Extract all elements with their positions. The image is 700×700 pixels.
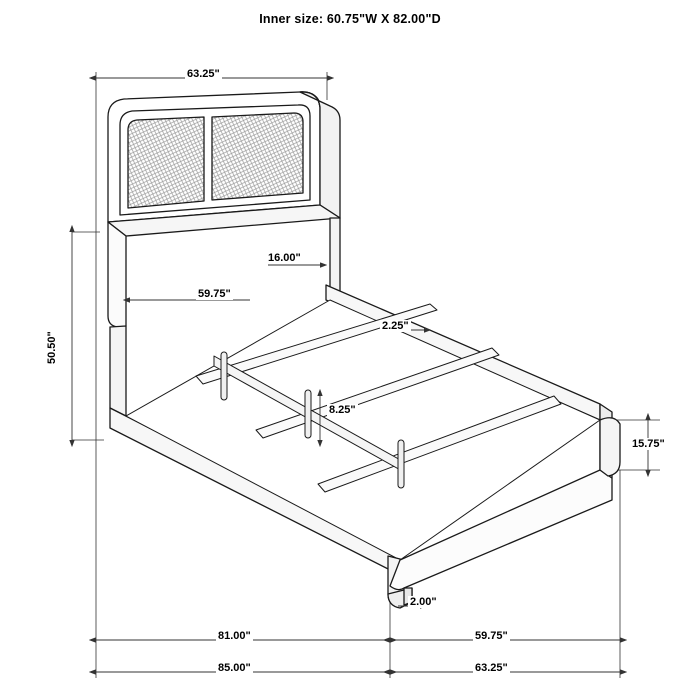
dim-label-headboard-panel-height: 16.00": [268, 252, 301, 264]
dim-label-footboard-height: 15.75": [632, 438, 665, 450]
bed-frame-geometry: [108, 92, 620, 608]
dim-label-overall-height: 50.50": [46, 331, 58, 364]
dim-label-headboard-panel-width: 59.75": [198, 288, 231, 300]
dim-label-footboard-thickness: 2.00": [410, 596, 437, 608]
dim-label-overall-width: 63.25": [475, 662, 508, 674]
dim-label-side-rail-length: 81.00": [218, 630, 251, 642]
dim-label-support-leg-height: 8.25": [329, 404, 356, 416]
dim-label-headboard-width: 63.25": [187, 68, 220, 80]
page-title: Inner size: 60.75"W X 82.00"D: [259, 12, 441, 26]
dim-label-footboard-width: 59.75": [475, 630, 508, 642]
dim-label-slat-thickness: 2.25": [382, 320, 409, 332]
dim-label-overall-length: 85.00": [218, 662, 251, 674]
